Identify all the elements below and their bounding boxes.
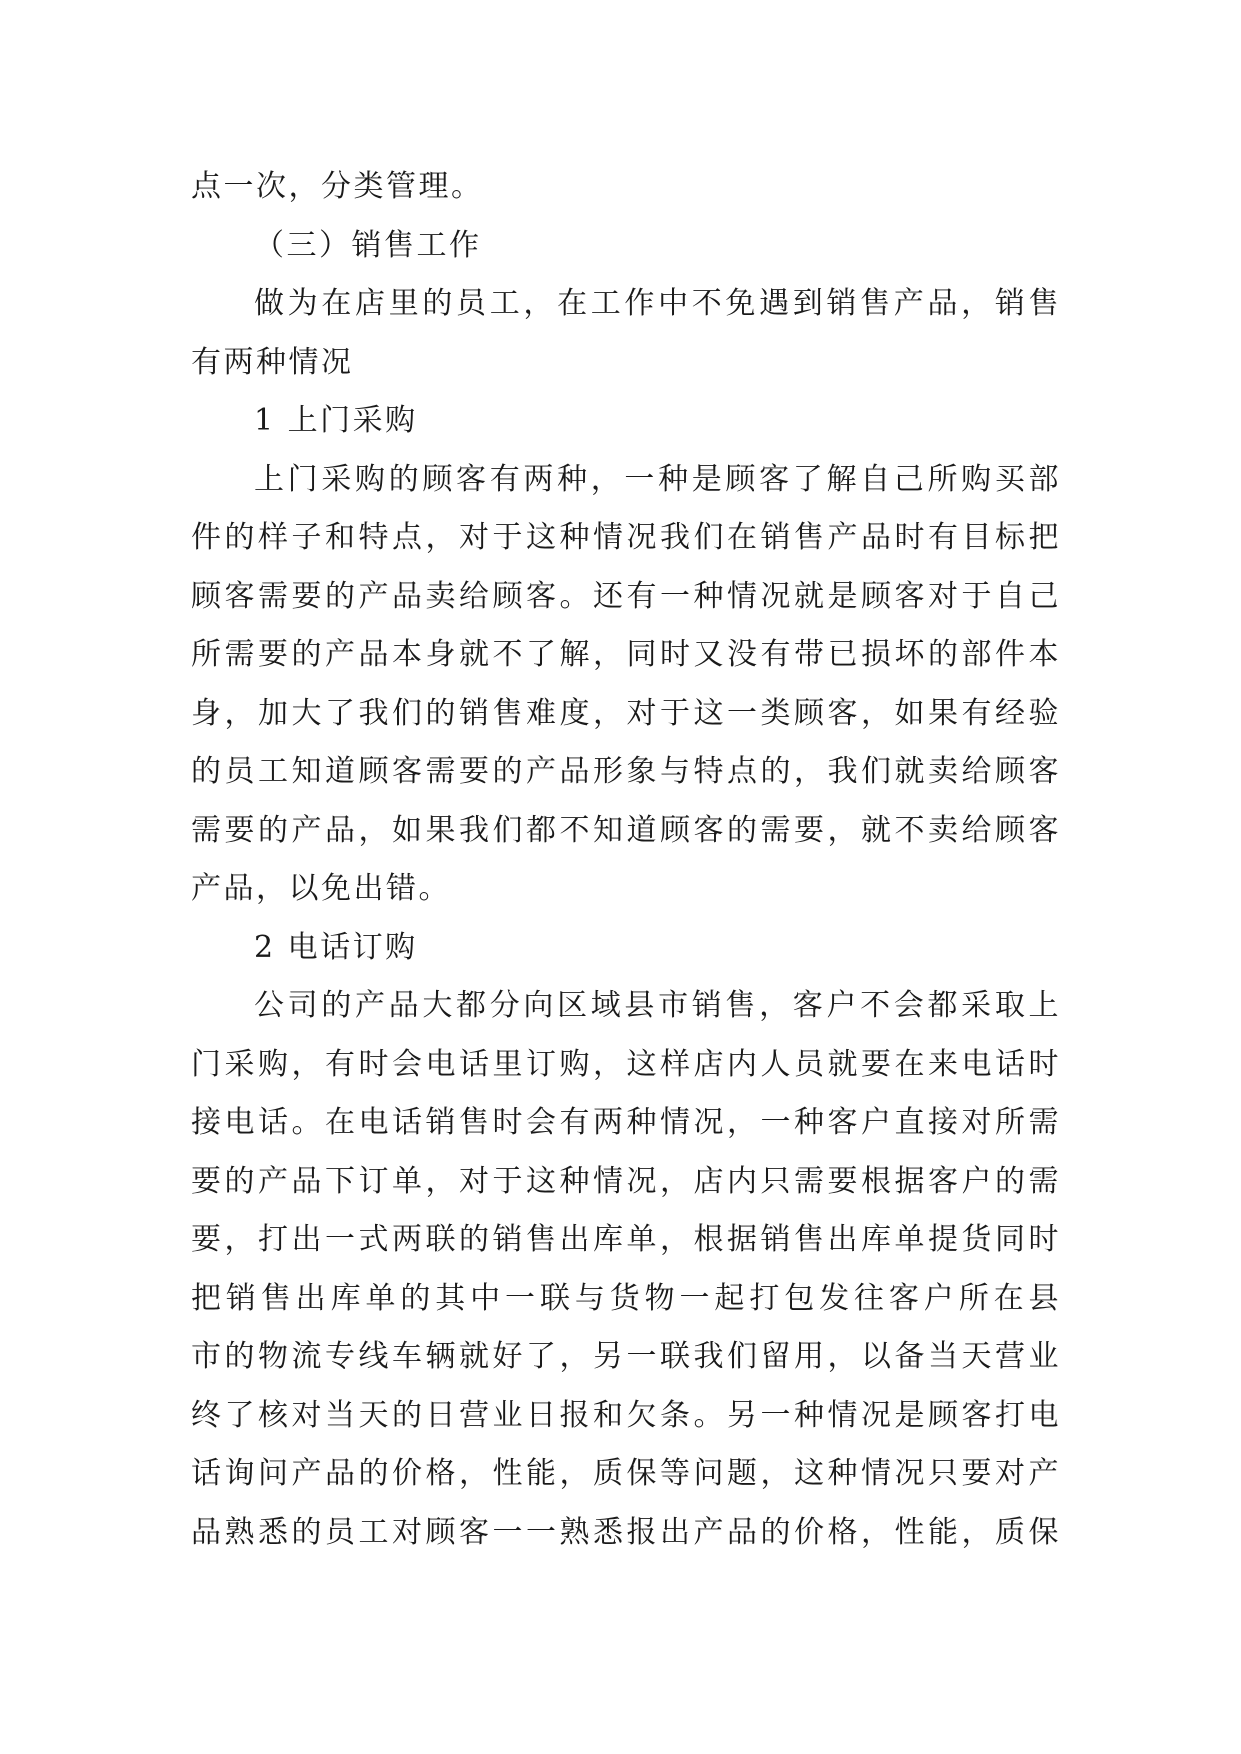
text-line-9: 所需要的产品本身就不了解，同时又没有带已损坏的部件本 (191, 637, 1061, 672)
text-line-3: 做为在店里的员工，在工作中不免遇到销售产品，销售 (254, 286, 1061, 321)
text-line-17: 接电话。在电话销售时会有两种情况，一种客户直接对所需 (191, 1105, 1061, 1140)
text-line-20: 把销售出库单的其中一联与货物一起打包发往客户所在县 (191, 1280, 1061, 1316)
text-line-21: 市的物流专线车辆就好了，另一联我们留用，以备当天营业 (191, 1339, 1061, 1374)
text-line-7: 件的样子和特点，对于这种情况我们在销售产品时有目标把 (191, 520, 1061, 555)
text-line-18: 要的产品下订单，对于这种情况，店内只需要根据客户的需 (191, 1163, 1061, 1199)
text-line-19: 要，打出一式两联的销售出库单，根据销售出库单提货同时 (191, 1222, 1061, 1257)
subheading-onsite-purchase: 1 上门采购 (254, 403, 418, 438)
section-heading-sales: （三）销售工作 (254, 227, 482, 263)
text-line-23: 话询问产品的价格，性能，质保等问题，这种情况只要对产 (191, 1456, 1061, 1491)
text-line-16: 门采购，有时会电话里订购，这样店内人员就要在来电话时 (191, 1046, 1061, 1082)
text-line-22: 终了核对当天的日营业日报和欠条。另一种情况是顾客打电 (191, 1397, 1061, 1433)
text-line-10: 身，加大了我们的销售难度，对于这一类顾客，如果有经验 (191, 695, 1061, 731)
text-line-1: 点一次，分类管理。 (191, 169, 484, 204)
subheading-phone-order: 2 电话订购 (254, 929, 418, 965)
text-line-15: 公司的产品大都分向区域县市销售，客户不会都采取上 (254, 988, 1061, 1023)
text-line-4: 有两种情况 (191, 344, 354, 380)
text-line-12: 需要的产品，如果我们都不知道顾客的需要，就不卖给顾客 (191, 812, 1061, 848)
text-line-8: 顾客需要的产品卖给顾客。还有一种情况就是顾客对于自己 (191, 578, 1061, 614)
text-line-11: 的员工知道顾客需要的产品形象与特点的，我们就卖给顾客 (191, 754, 1061, 789)
text-line-24: 品熟悉的员工对顾客一一熟悉报出产品的价格，性能，质保 (191, 1514, 1061, 1550)
body-text (191, 158, 1061, 1562)
text-line-13: 产品，以免出错。 (191, 871, 451, 906)
text-line-6: 上门采购的顾客有两种，一种是顾客了解自己所购买部 (254, 461, 1061, 497)
